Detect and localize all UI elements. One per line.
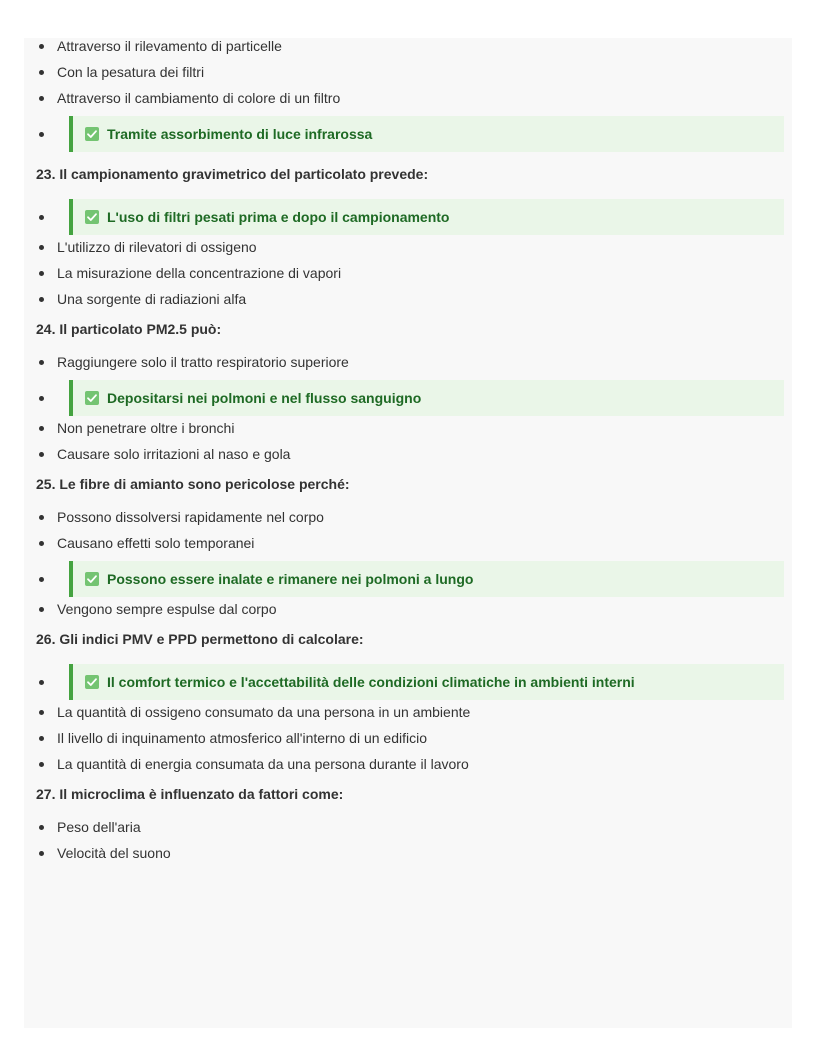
question-title: 27. Il microclima è influenzato da fattori come: xyxy=(36,786,344,802)
answer-option-text: Raggiungere solo il tratto respiratorio superiore xyxy=(57,354,349,370)
question-title: 24. Il particolato PM2.5 può: xyxy=(36,321,222,337)
answer-option xyxy=(36,601,784,617)
option-list xyxy=(36,819,784,861)
correct-answer-highlight xyxy=(69,116,784,152)
option-list xyxy=(36,509,784,617)
answer-option-text: Velocità del suono xyxy=(57,845,171,861)
answer-option-text: Causano effetti solo temporanei xyxy=(57,535,255,551)
correct-answer-item xyxy=(36,380,784,416)
quiz-page xyxy=(24,38,792,1028)
question-block xyxy=(36,476,784,617)
answer-option-text: Possono dissolversi rapidamente nel corpo xyxy=(57,509,324,525)
question-block xyxy=(36,631,784,772)
check-icon xyxy=(85,391,99,405)
answer-option xyxy=(36,819,784,835)
correct-answer-highlight xyxy=(69,199,784,235)
answer-option xyxy=(36,239,784,255)
option-list xyxy=(36,199,784,307)
check-icon xyxy=(85,675,99,689)
correct-answer-text: Tramite assorbimento di luce infrarossa xyxy=(107,126,373,142)
correct-answer-highlight xyxy=(69,380,784,416)
question-title: 25. Le fibre di amianto sono pericolose perché: xyxy=(36,476,350,492)
answer-option xyxy=(36,38,784,54)
check-icon xyxy=(85,572,99,586)
answer-option-text: Non penetrare oltre i bronchi xyxy=(57,420,235,436)
answer-option-text: Con la pesatura dei filtri xyxy=(57,64,205,80)
answer-option xyxy=(36,509,784,525)
correct-answer-item xyxy=(36,116,784,152)
question-block xyxy=(36,786,784,861)
answer-option xyxy=(36,64,784,80)
correct-answer-highlight xyxy=(69,664,784,700)
answer-option xyxy=(36,420,784,436)
correct-answer-item xyxy=(36,561,784,597)
correct-answer-text: Depositarsi nei polmoni e nel flusso sanguigno xyxy=(107,390,422,406)
answer-option-text: Causare solo irritazioni al naso e gola xyxy=(57,446,291,462)
answer-option xyxy=(36,535,784,551)
answer-option xyxy=(36,756,784,772)
answer-option xyxy=(36,291,784,307)
answer-option-text: Una sorgente di radiazioni alfa xyxy=(57,291,247,307)
answer-option-text: La quantità di energia consumata da una persona durante il lavoro xyxy=(57,756,469,772)
check-icon xyxy=(85,127,99,141)
question-block xyxy=(36,166,784,307)
question-title: 26. Gli indici PMV e PPD permettono di calcolare: xyxy=(36,631,364,647)
intro-option-list xyxy=(36,38,784,152)
answer-option-text: Attraverso il rilevamento di particelle xyxy=(57,38,282,54)
answer-option-text: Peso dell'aria xyxy=(57,819,141,835)
question-block xyxy=(36,321,784,462)
option-list xyxy=(36,664,784,772)
answer-option-text: Attraverso il cambiamento di colore di un filtro xyxy=(57,90,341,106)
correct-answer-highlight xyxy=(69,561,784,597)
answer-option xyxy=(36,704,784,720)
question-list xyxy=(36,166,784,861)
correct-answer-item xyxy=(36,199,784,235)
answer-option-text: La quantità di ossigeno consumato da una persona in un ambiente xyxy=(57,704,471,720)
answer-option xyxy=(36,354,784,370)
correct-answer-text: Possono essere inalate e rimanere nei polmoni a lungo xyxy=(107,571,474,587)
correct-answer-text: L'uso di filtri pesati prima e dopo il campionamento xyxy=(107,209,450,225)
option-list xyxy=(36,354,784,462)
question-title: 23. Il campionamento gravimetrico del particolato prevede: xyxy=(36,166,429,182)
check-icon xyxy=(85,210,99,224)
answer-option xyxy=(36,265,784,281)
answer-option xyxy=(36,90,784,106)
answer-option-text: L'utilizzo di rilevatori di ossigeno xyxy=(57,239,257,255)
correct-answer-item xyxy=(36,664,784,700)
answer-option-text: Il livello di inquinamento atmosferico all'interno di un edificio xyxy=(57,730,427,746)
answer-option xyxy=(36,446,784,462)
answer-option-text: La misurazione della concentrazione di vapori xyxy=(57,265,342,281)
quiz-content xyxy=(24,38,792,861)
correct-answer-text: Il comfort termico e l'accettabilità delle condizioni climatiche in ambienti interni xyxy=(107,674,635,690)
answer-option-text: Vengono sempre espulse dal corpo xyxy=(57,601,277,617)
answer-option xyxy=(36,730,784,746)
answer-option xyxy=(36,845,784,861)
